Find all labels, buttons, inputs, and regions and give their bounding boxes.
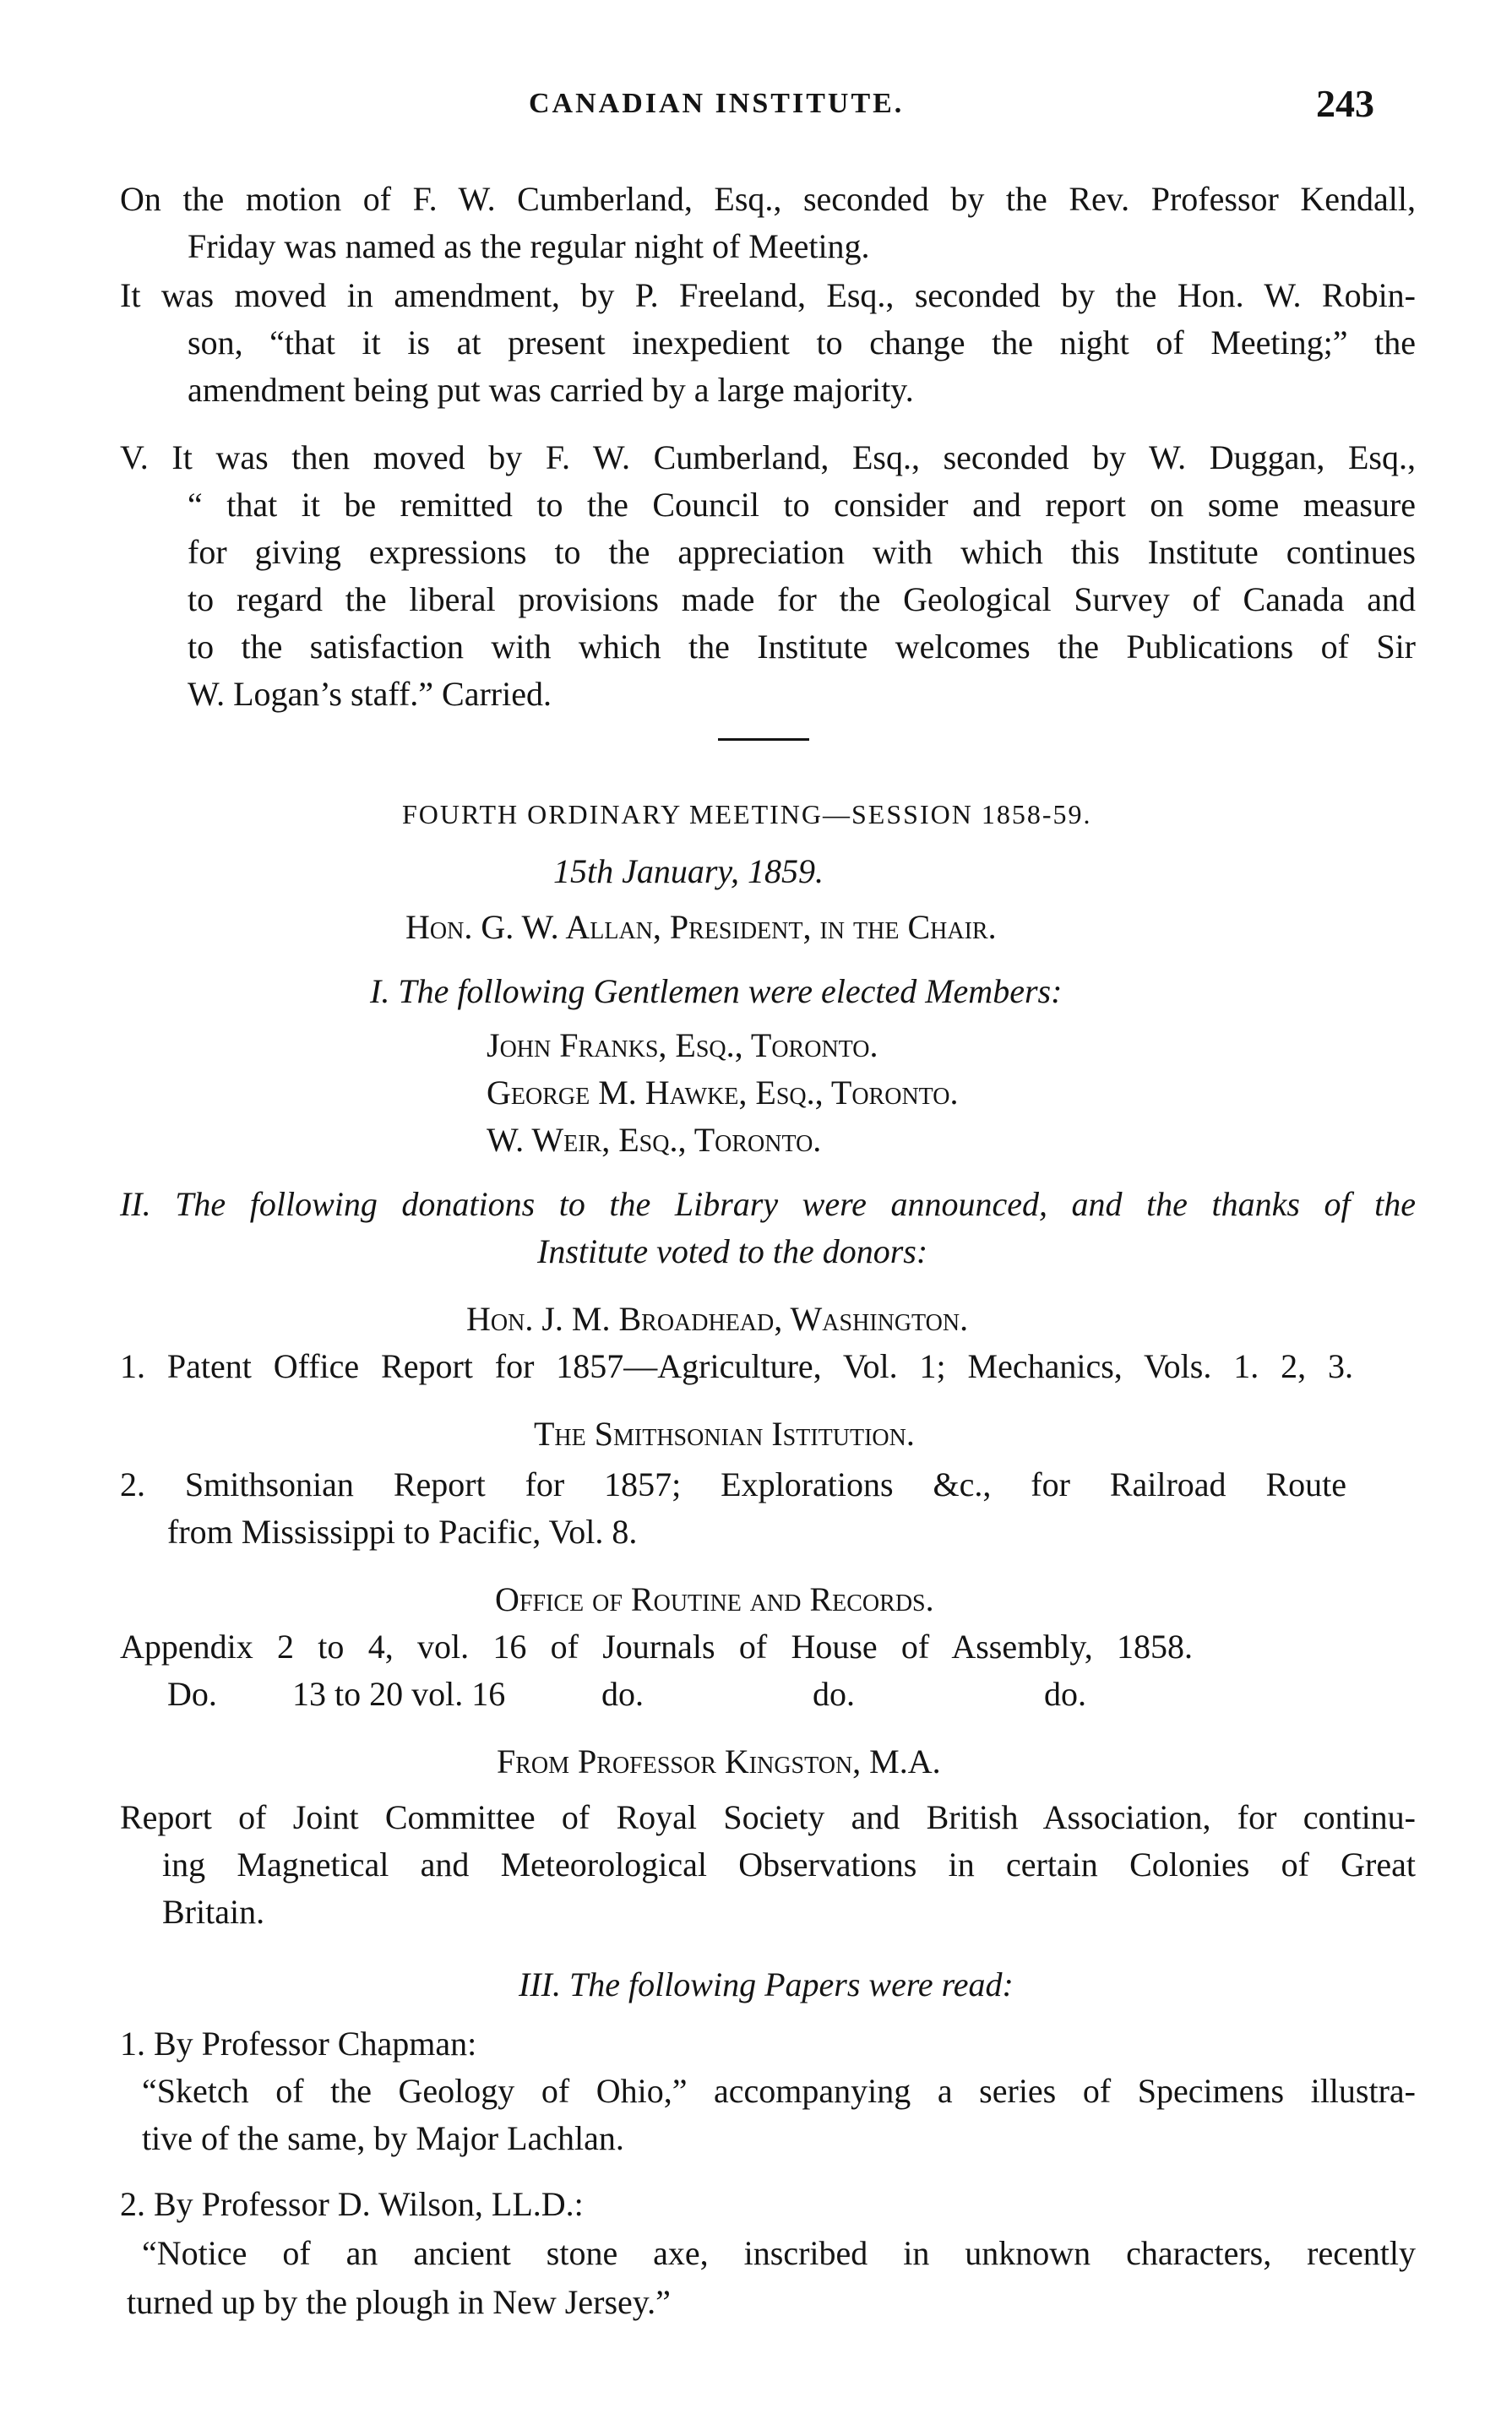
para-v-line3: for giving expressions to the appreciation with which this Institute continues — [188, 533, 1416, 571]
donations-heading-line2: Institute voted to the donors: — [537, 1232, 928, 1270]
members-heading: I. The following Gentlemen were elected Members: — [370, 972, 1063, 1010]
para-amendment-line2: son, “that it is at present inexpedient to change the night of Meeting;” the — [188, 323, 1416, 362]
donation-do-col: do. — [1044, 1675, 1086, 1713]
meeting-chair: Hon. G. W. Allan, President, in the Chair. — [405, 908, 997, 946]
donation-do-col: do. — [601, 1675, 644, 1713]
running-head-title: CANADIAN INSTITUTE. — [529, 88, 905, 119]
donation-kingston-line2: ing Magnetical and Meteorological Observations in certain Colonies of Great — [162, 1846, 1416, 1884]
donation-smithsonian-line2: from Mississippi to Pacific, Vol. 8. — [167, 1513, 638, 1551]
member-item: John Franks, Esq., Toronto. — [487, 1026, 878, 1064]
donation-kingston-line1: Report of Joint Committee of Royal Society and British Association, for continu- — [120, 1798, 1416, 1836]
donation-kingston-line3: Britain. — [162, 1893, 265, 1931]
page-number: 243 — [1316, 82, 1374, 125]
paper-2-author: 2. By Professor D. Wilson, LL.D.: — [120, 2185, 584, 2223]
donation-appendix: Appendix 2 to 4, vol. 16 of Journals of House of Assembly, 1858. — [120, 1628, 1193, 1666]
donation-do-col: Do. — [167, 1675, 217, 1713]
para-v-line5: to the satisfaction with which the Institute welcomes the Publications of Sir — [188, 628, 1416, 666]
meeting-date: 15th January, 1859. — [553, 852, 824, 890]
donor-broadhead: Hon. J. M. Broadhead, Washington. — [466, 1300, 969, 1338]
paper-1-title-line2: tive of the same, by Major Lachlan. — [142, 2119, 624, 2157]
donor-smithsonian: The Smithsonian Istitution. — [534, 1415, 915, 1453]
member-item: George M. Hawke, Esq., Toronto. — [487, 1074, 959, 1112]
donor-routine-records: Office of Routine and Records. — [495, 1580, 934, 1618]
donation-do-col: 13 to 20 vol. 16 — [292, 1675, 506, 1713]
para-amendment-line1: It was moved in amendment, by P. Freeland, Esq., seconded by the Hon. W. Robin- — [120, 276, 1416, 314]
para-cumberland-motion-line1: On the motion of F. W. Cumberland, Esq., seconded by the Rev. Professor Kendall, — [120, 180, 1416, 218]
section-divider — [718, 738, 809, 741]
para-amendment-line3: amendment being put was carried by a large majority. — [188, 371, 914, 409]
para-v-line6: W. Logan’s staff.” Carried. — [188, 675, 552, 713]
paper-1-title-line1: “Sketch of the Geology of Ohio,” accompanying a series of Specimens illustra- — [142, 2072, 1416, 2110]
para-v-line2: “ that it be remitted to the Council to consider and report on some measure — [188, 486, 1416, 524]
para-v-line1: V. It was then moved by F. W. Cumberland, Esq., seconded by W. Duggan, Esq., — [120, 438, 1416, 476]
donations-heading-line1: II. The following donations to the Library were announced, and the thanks of the — [120, 1185, 1416, 1223]
paper-2-title-line1: “Notice of an ancient stone axe, inscribed in unknown characters, recently — [142, 2234, 1416, 2272]
donation-smithsonian-line1: 2. Smithsonian Report for 1857; Explorations &c., for Railroad Route — [120, 1465, 1346, 1503]
donation-patent-office: 1. Patent Office Report for 1857—Agriculture, Vol. 1; Mechanics, Vols. 1. 2, 3. — [120, 1347, 1353, 1385]
para-cumberland-motion-line2: Friday was named as the regular night of Meeting. — [188, 227, 870, 265]
meeting-heading: FOURTH ORDINARY MEETING—SESSION 1858-59. — [402, 799, 1092, 829]
paper-2-title-line2: turned up by the plough in New Jersey.” — [127, 2283, 671, 2321]
donation-do-col: do. — [813, 1675, 855, 1713]
para-v-line4: to regard the liberal provisions made for the Geological Survey of Canada and — [188, 580, 1416, 618]
paper-1-author: 1. By Professor Chapman: — [120, 2025, 477, 2063]
member-item: W. Weir, Esq., Toronto. — [487, 1121, 822, 1159]
donor-kingston: From Professor Kingston, M.A. — [497, 1742, 941, 1780]
papers-heading: III. The following Papers were read: — [519, 1965, 1014, 2003]
